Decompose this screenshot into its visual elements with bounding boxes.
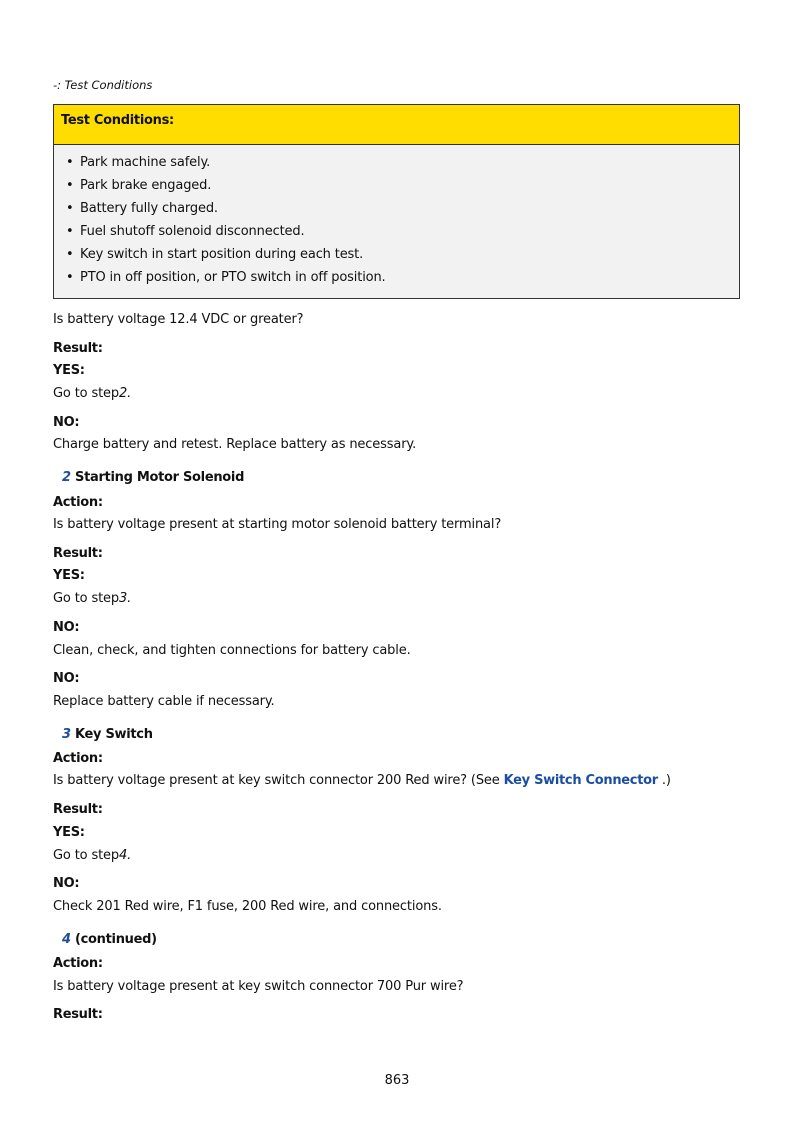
step3-action-label: Action: bbox=[53, 751, 103, 766]
key-switch-connector-link[interactable]: Key Switch Connector bbox=[503, 773, 658, 788]
step2-number: 2 bbox=[61, 470, 71, 485]
step3-number: 3 bbox=[61, 727, 71, 742]
step3-question: Is battery voltage present at key switch connector 200 Red wire? (See Key Switch Connector .) bbox=[53, 773, 671, 788]
list-item: • Battery fully charged. bbox=[66, 197, 386, 220]
test-conditions-header: Test Conditions: bbox=[54, 105, 739, 145]
bullet-icon: • bbox=[66, 178, 74, 193]
step2-heading bbox=[53, 466, 244, 485]
step2-yes-label: YES: bbox=[53, 568, 85, 583]
step4-action-label: Action: bbox=[53, 956, 103, 971]
step-ref: 4. bbox=[118, 848, 132, 863]
list-item: • Fuel shutoff solenoid disconnected. bbox=[66, 220, 386, 243]
step3-heading bbox=[53, 723, 153, 742]
step-ref: 2. bbox=[118, 386, 132, 401]
list-item: • Park brake engaged. bbox=[66, 174, 386, 197]
step2-no-text: Clean, check, and tighten connections for battery cable. bbox=[53, 643, 411, 658]
step3-no-text: Check 201 Red wire, F1 fuse, 200 Red wire, and connections. bbox=[53, 899, 442, 914]
step2-question: Is battery voltage present at starting motor solenoid battery terminal? bbox=[53, 517, 502, 532]
step1-yes-label: YES: bbox=[53, 363, 85, 378]
step2-no-label: NO: bbox=[53, 620, 80, 635]
section-caption: -: Test Conditions bbox=[53, 78, 153, 92]
step2-result-label: Result: bbox=[53, 546, 103, 561]
page-number: 863 bbox=[384, 1073, 410, 1088]
bullet-icon: • bbox=[66, 270, 74, 285]
step-ref: 3. bbox=[118, 591, 132, 606]
bullet-icon: • bbox=[66, 224, 74, 239]
step4-question: Is battery voltage present at key switch connector 700 Pur wire? bbox=[53, 979, 464, 994]
step3-title: Key Switch bbox=[75, 727, 153, 742]
step1-yes-text: Go to step2. bbox=[53, 386, 132, 401]
bullet-icon: • bbox=[66, 201, 74, 216]
step3-result-label: Result: bbox=[53, 802, 103, 817]
bullet-icon: • bbox=[66, 155, 74, 170]
bullet-icon: • bbox=[66, 247, 74, 262]
step1-question: Is battery voltage 12.4 VDC or greater? bbox=[53, 312, 304, 327]
step4-result-label: Result: bbox=[53, 1007, 103, 1022]
step3-no-label: NO: bbox=[53, 876, 80, 891]
step1-result-label: Result: bbox=[53, 341, 103, 356]
test-conditions-box bbox=[53, 104, 740, 299]
step2-no2-text: Replace battery cable if necessary. bbox=[53, 694, 275, 709]
step2-yes-text: Go to step3. bbox=[53, 591, 132, 606]
step4-heading bbox=[53, 928, 157, 947]
step3-yes-label: YES: bbox=[53, 825, 85, 840]
step2-no2-label: NO: bbox=[53, 671, 80, 686]
step2-action-label: Action: bbox=[53, 495, 103, 510]
step1-no-text: Charge battery and retest. Replace battery as necessary. bbox=[53, 437, 417, 452]
step4-number: 4 bbox=[61, 932, 71, 947]
step1-no-label: NO: bbox=[53, 415, 80, 430]
test-conditions-list bbox=[66, 151, 386, 289]
step3-yes-text: Go to step4. bbox=[53, 848, 132, 863]
list-item: • Key switch in start position during each test. bbox=[66, 243, 386, 266]
step4-title: (continued) bbox=[75, 932, 157, 947]
list-item: • PTO in off position, or PTO switch in off position. bbox=[66, 266, 386, 289]
step2-title: Starting Motor Solenoid bbox=[75, 470, 245, 485]
list-item: • Park machine safely. bbox=[66, 151, 386, 174]
